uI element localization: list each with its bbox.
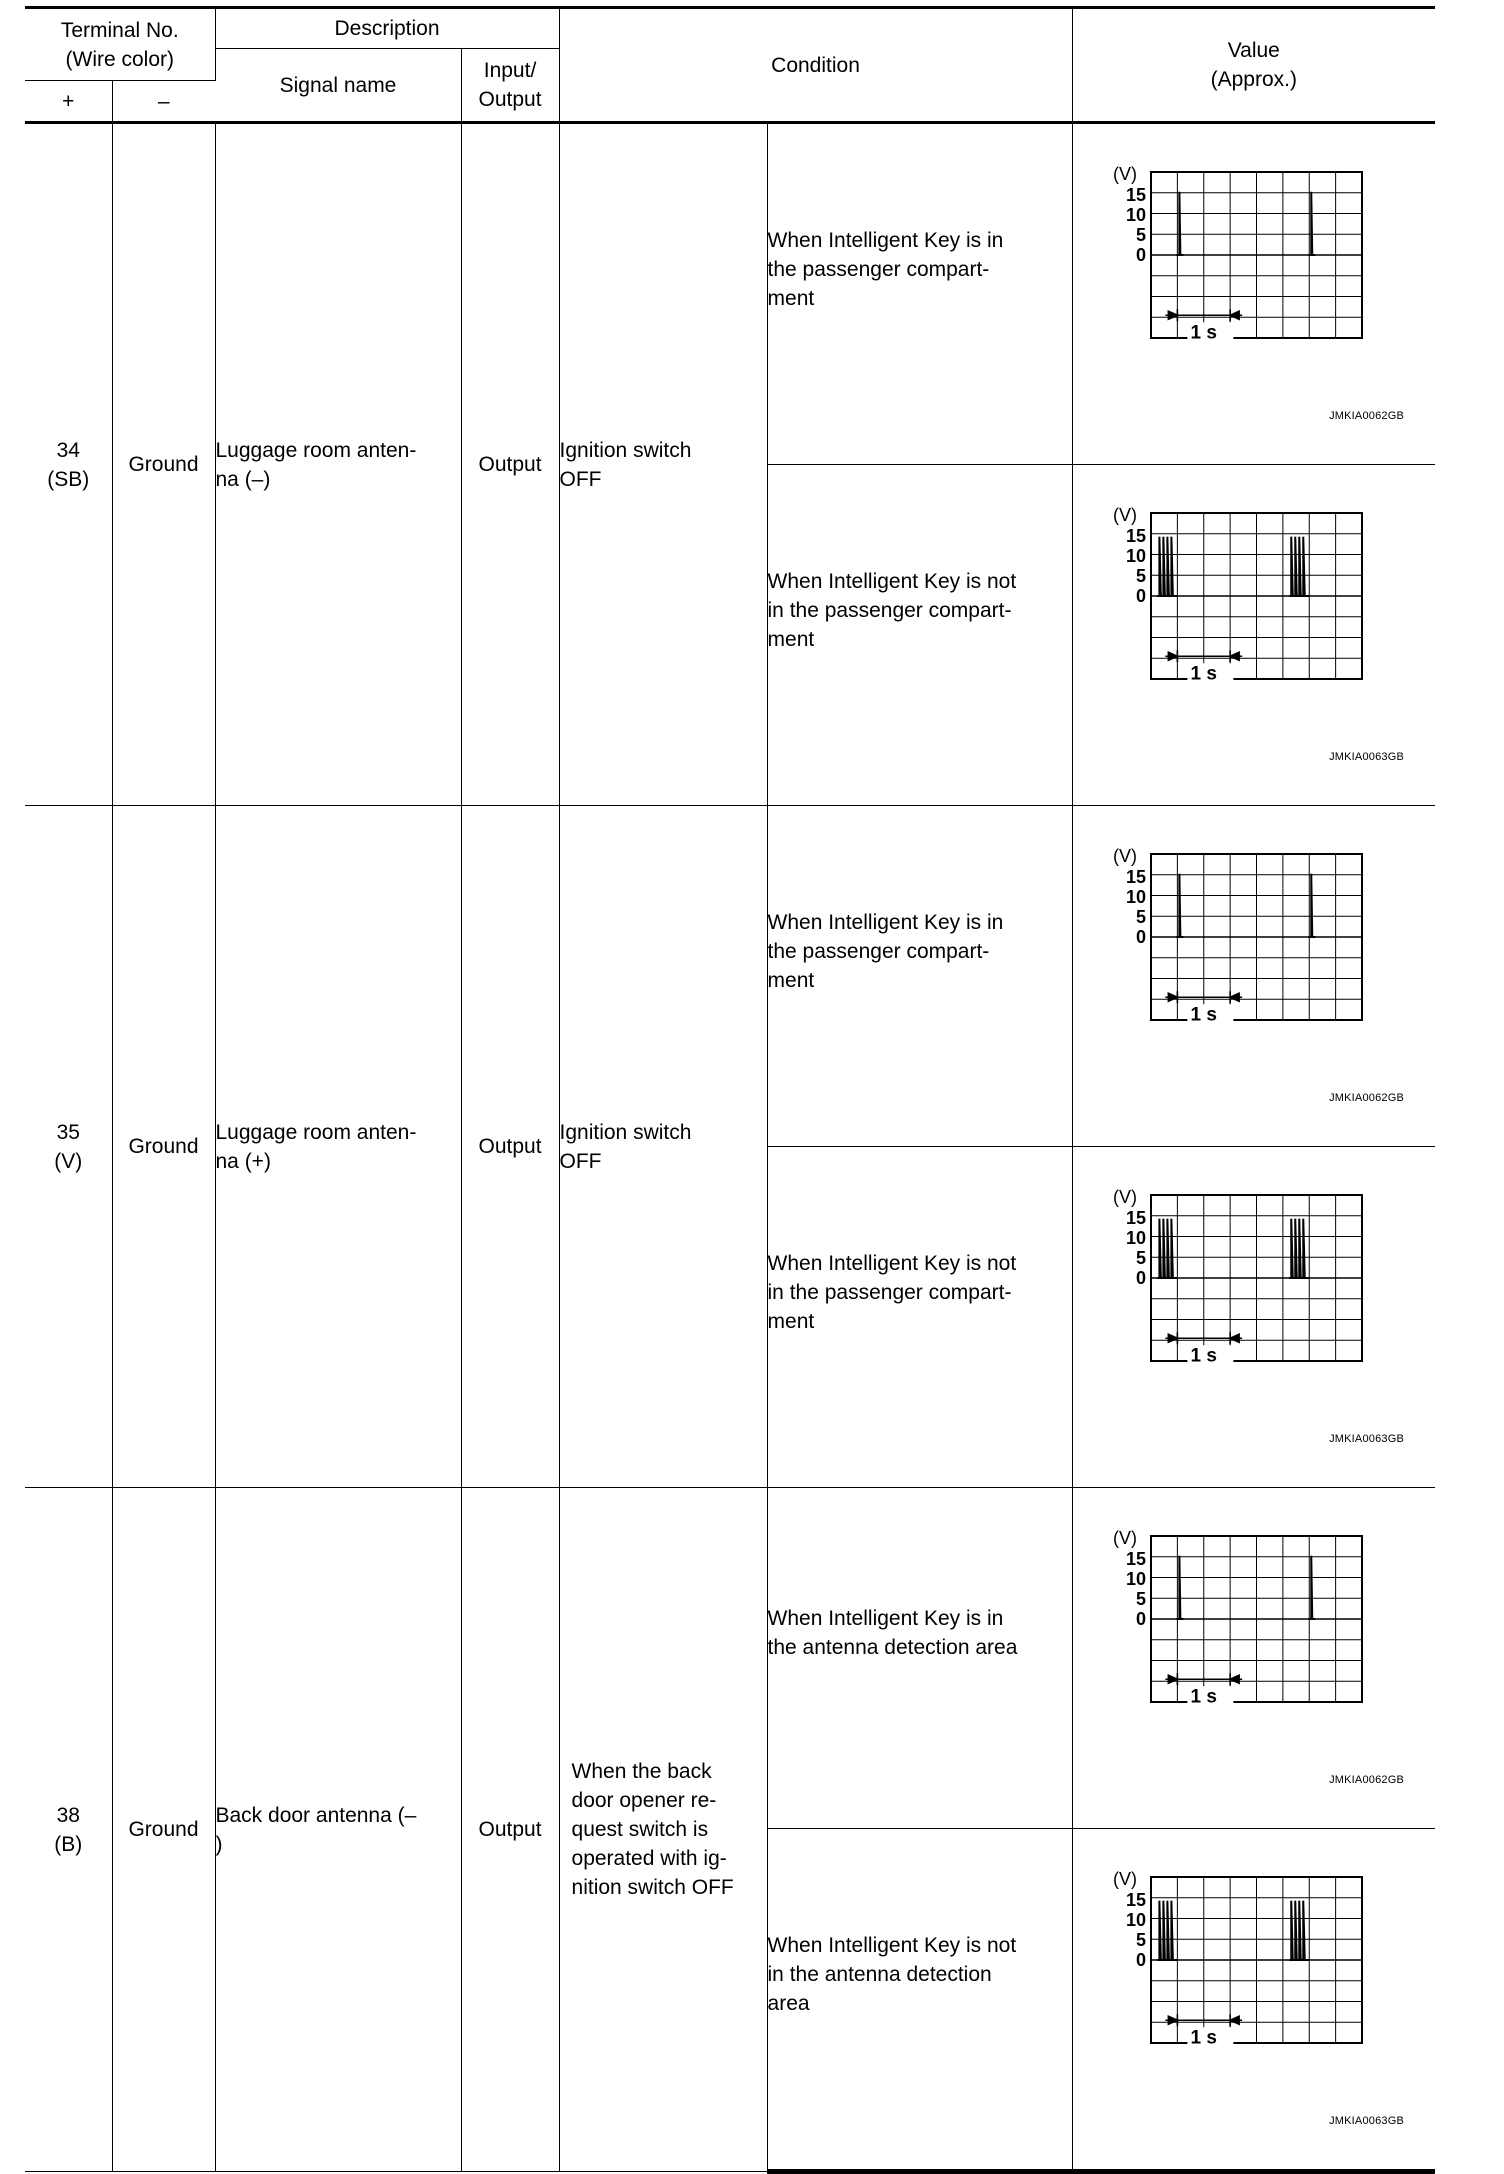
scope-tick-label: 15 [1125,185,1146,205]
terminal-number: 34 [56,438,80,462]
scope-tick-label: 10 [1125,1569,1146,1589]
scope-trace [1157,1901,1309,1960]
condition-cell [559,1488,767,2172]
condition-cell [559,123,767,806]
ground-terminal-cell: Ground [112,123,215,806]
ground-terminal-cell: Ground [112,806,215,1488]
scope-tick-label: 0 [1135,1609,1146,1629]
oscilloscope-waveform [1113,1526,1363,1716]
scope-trace [1157,537,1309,596]
scope-trace [1157,1219,1309,1278]
scope-tick-label: 0 [1135,1950,1146,1970]
sub-condition-line: When Intelligent Key is in [767,228,1004,252]
scope-tick-label: 15 [1125,1208,1146,1228]
sub-condition-line: in the antenna detection [767,1962,992,1986]
terminal-number-cell [25,806,112,1488]
condition-line: Ignition switch [559,1120,692,1144]
sub-condition-line: ment [767,1309,815,1333]
sub-condition-cell [767,1829,1072,2172]
scope-tick-label: 5 [1135,1248,1146,1268]
value-header [1072,8,1435,123]
wire-color: (V) [54,1149,83,1173]
signal-name-line: Luggage room anten- [215,1120,417,1144]
terminal-no-label: Terminal No. [60,18,179,42]
terminal-no-header [25,8,215,81]
scope-tick-label: 15 [1125,1890,1146,1910]
scope-tick-label: 15 [1125,867,1146,887]
sub-condition-line: in the passenger compart- [767,598,1012,622]
sub-condition-line: area [767,1991,810,2015]
sub-condition-line: When Intelligent Key is not [767,1933,1017,1957]
scope-unit-label: (V) [1112,846,1137,866]
condition-header: Condition [559,8,1072,123]
sub-condition-line: ment [767,286,815,310]
waveform-cell [1072,465,1435,806]
figure-code: JMKIA0063GB [1329,2115,1405,2127]
table-row [25,806,1435,1147]
scope-tick-label: 10 [1125,1910,1146,1930]
sub-condition-line: the passenger compart- [767,939,990,963]
time-scale-label: 1 s [1190,1345,1217,1367]
scope-tick-label: 15 [1125,526,1146,546]
sub-condition-line: the passenger compart- [767,257,990,281]
value-label: Value [1227,39,1280,62]
sub-condition-line: When Intelligent Key is not [767,1251,1017,1275]
condition-line: When the back [571,1760,712,1783]
scope-trace [1176,1556,1315,1619]
ground-terminal-cell: Ground [112,1488,215,2172]
waveform-cell [1072,123,1435,465]
scope-tick-label: 0 [1135,927,1146,947]
description-header: Description [215,8,559,49]
signal-name-line: na (–) [215,467,271,491]
time-scale-label: 1 s [1190,2027,1217,2049]
condition-line: quest switch is [571,1818,709,1841]
input-output-cell: Output [461,806,559,1488]
sub-condition-line: ment [767,968,815,992]
signal-name-line: Luggage room anten- [215,438,417,462]
oscilloscope-waveform [1113,844,1363,1034]
figure-code: JMKIA0062GB [1329,1092,1405,1104]
waveform-cell [1072,1147,1435,1488]
input-output-cell: Output [461,1488,559,2172]
condition-line: operated with ig- [571,1847,727,1870]
plus-terminal-header: + [25,81,112,123]
scope-tick-label: 15 [1125,1549,1146,1569]
scope-unit-label: (V) [1112,1187,1137,1207]
signal-name-line: ) [215,1832,223,1856]
scope-tick-label: 5 [1135,1589,1146,1609]
scope-grid [1151,1195,1362,1361]
oscilloscope-waveform [1113,1867,1363,2057]
sub-condition-line: When Intelligent Key is in [767,910,1004,934]
wire-color-label: (Wire color) [65,47,174,71]
condition-line: nition switch OFF [571,1876,734,1899]
signal-name-cell [215,1488,461,2172]
sub-condition-line: When Intelligent Key is not [767,569,1017,593]
table-row [25,123,1435,465]
scope-tick-label: 0 [1135,586,1146,606]
time-scale-label: 1 s [1190,1686,1217,1708]
terminal-number-cell [25,1488,112,2172]
input-output-header [461,49,559,123]
condition-line: OFF [559,1149,602,1173]
output-label: Output [478,88,542,111]
scope-trace [1176,874,1315,937]
input-output-cell: Output [461,123,559,806]
scope-unit-label: (V) [1112,1528,1137,1548]
waveform-cell [1072,1829,1435,2172]
figure-code: JMKIA0062GB [1329,410,1405,422]
time-scale-label: 1 s [1190,322,1217,344]
scope-tick-label: 0 [1135,245,1146,265]
sub-condition-line: the antenna detection area [767,1636,1018,1659]
scope-tick-label: 10 [1125,546,1146,566]
terminal-number-cell [25,123,112,806]
minus-terminal-header: – [112,81,215,123]
scope-tick-label: 0 [1135,1268,1146,1288]
terminal-number: 38 [56,1803,80,1827]
condition-line: Ignition switch [559,438,692,462]
figure-code: JMKIA0063GB [1329,1433,1405,1445]
scope-tick-label: 10 [1125,1228,1146,1248]
waveform-cell [1072,1488,1435,1829]
oscilloscope-waveform [1113,162,1363,352]
approx-label: (Approx.) [1210,68,1297,91]
signal-name-cell [215,806,461,1488]
terminal-spec-table [25,6,1435,2174]
condition-cell [559,806,767,1488]
sub-condition-line: When Intelligent Key is in [767,1607,1004,1630]
terminal-number: 35 [56,1120,80,1144]
oscilloscope-waveform [1113,503,1363,693]
sub-condition-cell [767,806,1072,1147]
condition-line: door opener re- [571,1789,717,1812]
sub-condition-cell [767,123,1072,465]
sub-condition-line: in the passenger compart- [767,1280,1012,1304]
signal-name-line: na (+) [215,1149,271,1173]
scope-unit-label: (V) [1112,1869,1137,1889]
sub-condition-line: ment [767,627,815,651]
figure-code: JMKIA0062GB [1329,1774,1405,1786]
scope-tick-label: 5 [1135,225,1146,245]
input-label: Input/ [483,59,537,82]
sub-condition-cell [767,1147,1072,1488]
figure-code: JMKIA0063GB [1329,751,1405,763]
scope-unit-label: (V) [1112,505,1137,525]
scope-grid [1151,513,1362,679]
signal-name-cell [215,123,461,806]
signal-name-header: Signal name [215,49,461,123]
wire-color: (SB) [47,467,90,491]
scope-tick-label: 10 [1125,887,1146,907]
time-scale-label: 1 s [1190,663,1217,685]
scope-tick-label: 5 [1135,907,1146,927]
scope-tick-label: 10 [1125,205,1146,225]
scope-tick-label: 5 [1135,1930,1146,1950]
oscilloscope-waveform [1113,1185,1363,1375]
waveform-cell [1072,806,1435,1147]
condition-line: OFF [559,467,602,491]
scope-unit-label: (V) [1112,164,1137,184]
wire-color: (B) [54,1832,83,1856]
signal-name-line: Back door antenna (– [215,1803,417,1827]
scope-grid [1151,1877,1362,2043]
sub-condition-cell [767,1488,1072,1829]
table-row [25,1488,1435,1829]
scope-tick-label: 5 [1135,566,1146,586]
scope-trace [1176,192,1315,255]
sub-condition-cell [767,465,1072,806]
time-scale-label: 1 s [1190,1004,1217,1026]
